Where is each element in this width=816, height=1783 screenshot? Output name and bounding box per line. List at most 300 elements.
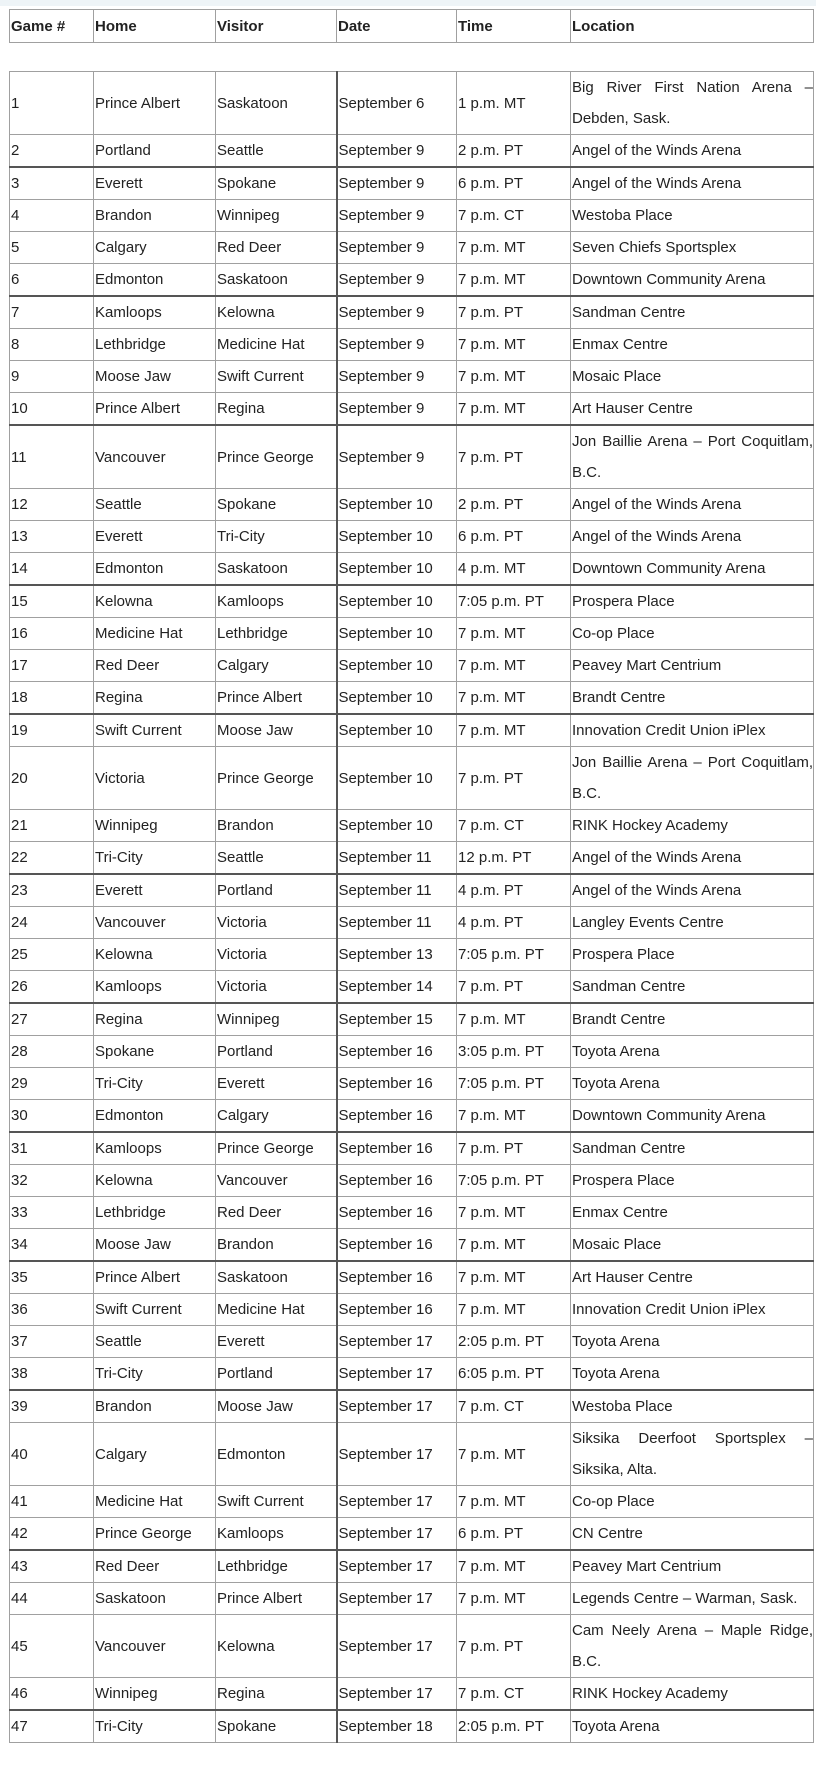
- cell-location: Brandt Centre: [571, 1003, 814, 1036]
- cell-date: September 16: [337, 1197, 457, 1229]
- cell-home-team: Portland: [94, 135, 216, 168]
- header-game-number: Game #: [10, 10, 94, 43]
- cell-visitor-team: Vancouver: [216, 1165, 337, 1197]
- cell-visitor-team: Saskatoon: [216, 553, 337, 586]
- cell-time: 7:05 p.m. PT: [457, 585, 571, 618]
- cell-date: September 9: [337, 135, 457, 168]
- cell-date: September 17: [337, 1486, 457, 1518]
- cell-time: 6:05 p.m. PT: [457, 1358, 571, 1391]
- table-row: [10, 1229, 814, 1262]
- cell-game-number: 22: [10, 842, 94, 875]
- cell-location: Prospera Place: [571, 1165, 814, 1197]
- table-row: [10, 296, 814, 329]
- cell-visitor-team: Seattle: [216, 842, 337, 875]
- cell-visitor-team: Victoria: [216, 939, 337, 971]
- cell-home-team: Saskatoon: [94, 1583, 216, 1615]
- cell-home-team: Prince Albert: [94, 393, 216, 426]
- cell-home-team: Edmonton: [94, 264, 216, 297]
- cell-visitor-team: Edmonton: [216, 1423, 337, 1486]
- cell-location: RINK Hockey Academy: [571, 810, 814, 842]
- cell-date: September 16: [337, 1068, 457, 1100]
- table-row: [10, 1326, 814, 1358]
- cell-home-team: Winnipeg: [94, 1678, 216, 1711]
- cell-date: September 16: [337, 1165, 457, 1197]
- cell-location: Downtown Community Arena: [571, 1100, 814, 1133]
- cell-game-number: 42: [10, 1518, 94, 1551]
- cell-date: September 10: [337, 521, 457, 553]
- table-row: [10, 1261, 814, 1294]
- cell-location: Cam Neely Arena – Maple Ridge, B.C.: [571, 1615, 814, 1678]
- cell-visitor-team: Moose Jaw: [216, 1390, 337, 1423]
- cell-visitor-team: Swift Current: [216, 1486, 337, 1518]
- cell-location: Angel of the Winds Arena: [571, 521, 814, 553]
- table-row: [10, 1132, 814, 1165]
- cell-location: Siksika Deerfoot Sportsplex – Siksika, Alta.: [571, 1423, 814, 1486]
- header-time: Time: [457, 10, 571, 43]
- cell-home-team: Edmonton: [94, 553, 216, 586]
- cell-visitor-team: Spokane: [216, 1710, 337, 1743]
- cell-visitor-team: Winnipeg: [216, 1003, 337, 1036]
- cell-home-team: Tri-City: [94, 1068, 216, 1100]
- cell-date: September 9: [337, 232, 457, 264]
- cell-date: September 17: [337, 1390, 457, 1423]
- cell-date: September 17: [337, 1326, 457, 1358]
- cell-home-team: Vancouver: [94, 425, 216, 489]
- cell-date: September 9: [337, 393, 457, 426]
- cell-date: September 10: [337, 747, 457, 810]
- cell-home-team: Tri-City: [94, 1710, 216, 1743]
- cell-visitor-team: Prince George: [216, 425, 337, 489]
- cell-time: 2:05 p.m. PT: [457, 1710, 571, 1743]
- cell-time: 4 p.m. MT: [457, 553, 571, 586]
- cell-date: September 16: [337, 1132, 457, 1165]
- cell-home-team: Prince George: [94, 1518, 216, 1551]
- table-row: [10, 1003, 814, 1036]
- cell-home-team: Swift Current: [94, 1294, 216, 1326]
- cell-date: September 9: [337, 200, 457, 232]
- cell-game-number: 15: [10, 585, 94, 618]
- cell-date: September 11: [337, 842, 457, 875]
- cell-game-number: 34: [10, 1229, 94, 1262]
- cell-date: September 17: [337, 1550, 457, 1583]
- cell-home-team: Prince Albert: [94, 72, 216, 135]
- cell-home-team: Prince Albert: [94, 1261, 216, 1294]
- cell-visitor-team: Lethbridge: [216, 618, 337, 650]
- cell-time: 7:05 p.m. PT: [457, 1165, 571, 1197]
- cell-location: Toyota Arena: [571, 1358, 814, 1391]
- cell-time: 6 p.m. PT: [457, 167, 571, 200]
- cell-visitor-team: Everett: [216, 1326, 337, 1358]
- cell-visitor-team: Everett: [216, 1068, 337, 1100]
- cell-location: Jon Baillie Arena – Port Coquitlam, B.C.: [571, 425, 814, 489]
- cell-game-number: 12: [10, 489, 94, 521]
- cell-game-number: 38: [10, 1358, 94, 1391]
- table-row: [10, 682, 814, 715]
- cell-location: CN Centre: [571, 1518, 814, 1551]
- schedule-table: [9, 71, 814, 1743]
- cell-visitor-team: Brandon: [216, 810, 337, 842]
- cell-game-number: 5: [10, 232, 94, 264]
- cell-date: September 9: [337, 361, 457, 393]
- cell-visitor-team: Moose Jaw: [216, 714, 337, 747]
- cell-game-number: 13: [10, 521, 94, 553]
- cell-visitor-team: Spokane: [216, 167, 337, 200]
- cell-home-team: Lethbridge: [94, 1197, 216, 1229]
- cell-home-team: Winnipeg: [94, 810, 216, 842]
- cell-location: Prospera Place: [571, 939, 814, 971]
- cell-location: Peavey Mart Centrium: [571, 1550, 814, 1583]
- cell-home-team: Edmonton: [94, 1100, 216, 1133]
- cell-home-team: Regina: [94, 682, 216, 715]
- cell-game-number: 10: [10, 393, 94, 426]
- table-row: [10, 1036, 814, 1068]
- cell-date: September 16: [337, 1036, 457, 1068]
- table-row: [10, 232, 814, 264]
- header-home: Home: [94, 10, 216, 43]
- cell-home-team: Vancouver: [94, 907, 216, 939]
- cell-time: 7 p.m. MT: [457, 1229, 571, 1262]
- cell-location: Jon Baillie Arena – Port Coquitlam, B.C.: [571, 747, 814, 810]
- cell-visitor-team: Kelowna: [216, 1615, 337, 1678]
- cell-date: September 9: [337, 425, 457, 489]
- cell-visitor-team: Saskatoon: [216, 72, 337, 135]
- cell-visitor-team: Prince George: [216, 747, 337, 810]
- cell-date: September 16: [337, 1294, 457, 1326]
- table-row: [10, 842, 814, 875]
- cell-date: September 10: [337, 585, 457, 618]
- cell-date: September 18: [337, 1710, 457, 1743]
- cell-time: 7:05 p.m. PT: [457, 939, 571, 971]
- cell-visitor-team: Prince Albert: [216, 682, 337, 715]
- cell-visitor-team: Swift Current: [216, 361, 337, 393]
- cell-date: September 10: [337, 682, 457, 715]
- cell-home-team: Calgary: [94, 232, 216, 264]
- cell-time: 7 p.m. MT: [457, 393, 571, 426]
- cell-time: 7 p.m. MT: [457, 329, 571, 361]
- cell-visitor-team: Calgary: [216, 650, 337, 682]
- cell-home-team: Kamloops: [94, 296, 216, 329]
- table-row: [10, 167, 814, 200]
- cell-game-number: 44: [10, 1583, 94, 1615]
- cell-location: Brandt Centre: [571, 682, 814, 715]
- table-row: [10, 1550, 814, 1583]
- table-row: [10, 939, 814, 971]
- table-row: [10, 393, 814, 426]
- cell-game-number: 14: [10, 553, 94, 586]
- cell-time: 7 p.m. MT: [457, 1423, 571, 1486]
- cell-date: September 10: [337, 553, 457, 586]
- table-row: [10, 1165, 814, 1197]
- cell-game-number: 28: [10, 1036, 94, 1068]
- cell-date: September 17: [337, 1518, 457, 1551]
- cell-location: Enmax Centre: [571, 1197, 814, 1229]
- top-bar: [0, 0, 816, 6]
- table-row: [10, 1615, 814, 1678]
- cell-time: 7 p.m. MT: [457, 361, 571, 393]
- cell-home-team: Kamloops: [94, 1132, 216, 1165]
- cell-date: September 16: [337, 1100, 457, 1133]
- cell-game-number: 32: [10, 1165, 94, 1197]
- cell-home-team: Everett: [94, 874, 216, 907]
- cell-game-number: 8: [10, 329, 94, 361]
- cell-location: Sandman Centre: [571, 296, 814, 329]
- cell-location: Enmax Centre: [571, 329, 814, 361]
- cell-date: September 17: [337, 1583, 457, 1615]
- cell-game-number: 45: [10, 1615, 94, 1678]
- cell-visitor-team: Victoria: [216, 971, 337, 1004]
- cell-visitor-team: Spokane: [216, 489, 337, 521]
- cell-visitor-team: Portland: [216, 874, 337, 907]
- cell-location: Toyota Arena: [571, 1326, 814, 1358]
- table-row: [10, 971, 814, 1004]
- cell-game-number: 35: [10, 1261, 94, 1294]
- cell-visitor-team: Tri-City: [216, 521, 337, 553]
- cell-location: Innovation Credit Union iPlex: [571, 1294, 814, 1326]
- table-row: [10, 1518, 814, 1551]
- cell-home-team: Calgary: [94, 1423, 216, 1486]
- cell-home-team: Kamloops: [94, 971, 216, 1004]
- table-row: [10, 72, 814, 135]
- cell-game-number: 26: [10, 971, 94, 1004]
- cell-home-team: Brandon: [94, 200, 216, 232]
- cell-visitor-team: Lethbridge: [216, 1550, 337, 1583]
- cell-location: Westoba Place: [571, 1390, 814, 1423]
- cell-location: Angel of the Winds Arena: [571, 489, 814, 521]
- cell-time: 1 p.m. MT: [457, 72, 571, 135]
- cell-location: Legends Centre – Warman, Sask.: [571, 1583, 814, 1615]
- table-row: [10, 1486, 814, 1518]
- cell-time: 7 p.m. MT: [457, 264, 571, 297]
- table-row: [10, 489, 814, 521]
- table-row: [10, 650, 814, 682]
- cell-home-team: Seattle: [94, 489, 216, 521]
- cell-game-number: 3: [10, 167, 94, 200]
- cell-location: Downtown Community Arena: [571, 264, 814, 297]
- cell-game-number: 2: [10, 135, 94, 168]
- cell-visitor-team: Kelowna: [216, 296, 337, 329]
- cell-game-number: 6: [10, 264, 94, 297]
- cell-game-number: 1: [10, 72, 94, 135]
- cell-game-number: 43: [10, 1550, 94, 1583]
- cell-game-number: 25: [10, 939, 94, 971]
- cell-home-team: Kelowna: [94, 1165, 216, 1197]
- cell-home-team: Seattle: [94, 1326, 216, 1358]
- cell-home-team: Brandon: [94, 1390, 216, 1423]
- cell-visitor-team: Kamloops: [216, 585, 337, 618]
- cell-time: 7 p.m. MT: [457, 618, 571, 650]
- cell-location: Angel of the Winds Arena: [571, 135, 814, 168]
- cell-date: September 10: [337, 714, 457, 747]
- cell-home-team: Swift Current: [94, 714, 216, 747]
- cell-time: 2 p.m. PT: [457, 135, 571, 168]
- cell-date: September 6: [337, 72, 457, 135]
- cell-date: September 9: [337, 329, 457, 361]
- cell-time: 12 p.m. PT: [457, 842, 571, 875]
- cell-location: Art Hauser Centre: [571, 1261, 814, 1294]
- cell-home-team: Kelowna: [94, 939, 216, 971]
- cell-home-team: Moose Jaw: [94, 361, 216, 393]
- cell-visitor-team: Red Deer: [216, 232, 337, 264]
- cell-date: September 9: [337, 296, 457, 329]
- table-row: [10, 553, 814, 586]
- cell-time: 7 p.m. MT: [457, 1486, 571, 1518]
- cell-game-number: 16: [10, 618, 94, 650]
- table-row: [10, 747, 814, 810]
- cell-time: 7 p.m. MT: [457, 1100, 571, 1133]
- cell-time: 7 p.m. PT: [457, 1132, 571, 1165]
- cell-game-number: 9: [10, 361, 94, 393]
- cell-visitor-team: Saskatoon: [216, 1261, 337, 1294]
- cell-time: 7 p.m. MT: [457, 232, 571, 264]
- header-visitor: Visitor: [216, 10, 337, 43]
- cell-game-number: 7: [10, 296, 94, 329]
- cell-game-number: 37: [10, 1326, 94, 1358]
- cell-game-number: 46: [10, 1678, 94, 1711]
- cell-visitor-team: Medicine Hat: [216, 1294, 337, 1326]
- cell-game-number: 27: [10, 1003, 94, 1036]
- cell-visitor-team: Regina: [216, 1678, 337, 1711]
- table-row: [10, 1423, 814, 1486]
- table-row: [10, 907, 814, 939]
- cell-time: 7 p.m. CT: [457, 810, 571, 842]
- cell-time: 3:05 p.m. PT: [457, 1036, 571, 1068]
- cell-date: September 11: [337, 907, 457, 939]
- table-row: [10, 1358, 814, 1391]
- cell-home-team: Tri-City: [94, 1358, 216, 1391]
- schedule-header-table: [9, 9, 814, 43]
- cell-date: September 9: [337, 167, 457, 200]
- cell-location: Angel of the Winds Arena: [571, 842, 814, 875]
- table-row: [10, 425, 814, 489]
- cell-time: 7 p.m. CT: [457, 1390, 571, 1423]
- cell-time: 6 p.m. PT: [457, 521, 571, 553]
- cell-home-team: Regina: [94, 1003, 216, 1036]
- header-location: Location: [571, 10, 814, 43]
- cell-game-number: 20: [10, 747, 94, 810]
- cell-location: Toyota Arena: [571, 1036, 814, 1068]
- cell-time: 7 p.m. PT: [457, 747, 571, 810]
- cell-visitor-team: Prince Albert: [216, 1583, 337, 1615]
- cell-game-number: 30: [10, 1100, 94, 1133]
- cell-location: Toyota Arena: [571, 1068, 814, 1100]
- cell-game-number: 36: [10, 1294, 94, 1326]
- cell-time: 7 p.m. MT: [457, 1003, 571, 1036]
- cell-visitor-team: Regina: [216, 393, 337, 426]
- cell-time: 2:05 p.m. PT: [457, 1326, 571, 1358]
- cell-date: September 10: [337, 650, 457, 682]
- cell-game-number: 33: [10, 1197, 94, 1229]
- table-row: [10, 1678, 814, 1711]
- cell-game-number: 29: [10, 1068, 94, 1100]
- cell-time: 7 p.m. MT: [457, 1197, 571, 1229]
- cell-location: Co-op Place: [571, 1486, 814, 1518]
- cell-home-team: Everett: [94, 521, 216, 553]
- cell-home-team: Red Deer: [94, 650, 216, 682]
- table-row: [10, 1583, 814, 1615]
- cell-time: 7 p.m. MT: [457, 1261, 571, 1294]
- cell-game-number: 4: [10, 200, 94, 232]
- cell-visitor-team: Medicine Hat: [216, 329, 337, 361]
- cell-date: September 9: [337, 264, 457, 297]
- cell-home-team: Medicine Hat: [94, 1486, 216, 1518]
- table-row: [10, 1068, 814, 1100]
- cell-location: Westoba Place: [571, 200, 814, 232]
- table-row: [10, 1197, 814, 1229]
- cell-location: Co-op Place: [571, 618, 814, 650]
- header-date: Date: [337, 10, 457, 43]
- cell-game-number: 47: [10, 1710, 94, 1743]
- cell-location: Mosaic Place: [571, 361, 814, 393]
- cell-time: 4 p.m. PT: [457, 874, 571, 907]
- table-row: [10, 361, 814, 393]
- cell-visitor-team: Calgary: [216, 1100, 337, 1133]
- cell-visitor-team: Red Deer: [216, 1197, 337, 1229]
- cell-game-number: 23: [10, 874, 94, 907]
- cell-visitor-team: Victoria: [216, 907, 337, 939]
- cell-visitor-team: Winnipeg: [216, 200, 337, 232]
- table-row: [10, 521, 814, 553]
- cell-home-team: Tri-City: [94, 842, 216, 875]
- cell-visitor-team: Kamloops: [216, 1518, 337, 1551]
- header-row: [10, 10, 814, 43]
- cell-date: September 17: [337, 1615, 457, 1678]
- table-row: [10, 810, 814, 842]
- cell-date: September 10: [337, 810, 457, 842]
- cell-visitor-team: Seattle: [216, 135, 337, 168]
- cell-location: Prospera Place: [571, 585, 814, 618]
- cell-game-number: 18: [10, 682, 94, 715]
- cell-time: 4 p.m. PT: [457, 907, 571, 939]
- cell-game-number: 41: [10, 1486, 94, 1518]
- cell-date: September 17: [337, 1423, 457, 1486]
- cell-game-number: 11: [10, 425, 94, 489]
- table-row: [10, 1710, 814, 1743]
- cell-game-number: 31: [10, 1132, 94, 1165]
- cell-game-number: 40: [10, 1423, 94, 1486]
- table-row: [10, 585, 814, 618]
- cell-time: 7 p.m. MT: [457, 682, 571, 715]
- cell-time: 7 p.m. CT: [457, 1678, 571, 1711]
- cell-date: September 13: [337, 939, 457, 971]
- cell-home-team: Everett: [94, 167, 216, 200]
- cell-home-team: Kelowna: [94, 585, 216, 618]
- cell-date: September 10: [337, 489, 457, 521]
- cell-time: 7 p.m. MT: [457, 650, 571, 682]
- cell-location: Downtown Community Arena: [571, 553, 814, 586]
- cell-home-team: Medicine Hat: [94, 618, 216, 650]
- cell-date: September 17: [337, 1358, 457, 1391]
- table-row: [10, 135, 814, 168]
- cell-time: 7 p.m. MT: [457, 1294, 571, 1326]
- table-row: [10, 200, 814, 232]
- cell-home-team: Victoria: [94, 747, 216, 810]
- cell-time: 7:05 p.m. PT: [457, 1068, 571, 1100]
- cell-time: 2 p.m. PT: [457, 489, 571, 521]
- cell-home-team: Spokane: [94, 1036, 216, 1068]
- cell-home-team: Red Deer: [94, 1550, 216, 1583]
- table-row: [10, 618, 814, 650]
- cell-location: Art Hauser Centre: [571, 393, 814, 426]
- cell-date: September 15: [337, 1003, 457, 1036]
- cell-game-number: 21: [10, 810, 94, 842]
- cell-location: Angel of the Winds Arena: [571, 167, 814, 200]
- cell-time: 7 p.m. PT: [457, 1615, 571, 1678]
- cell-time: 7 p.m. PT: [457, 971, 571, 1004]
- cell-game-number: 19: [10, 714, 94, 747]
- cell-location: RINK Hockey Academy: [571, 1678, 814, 1711]
- cell-time: 7 p.m. PT: [457, 296, 571, 329]
- cell-date: September 17: [337, 1678, 457, 1711]
